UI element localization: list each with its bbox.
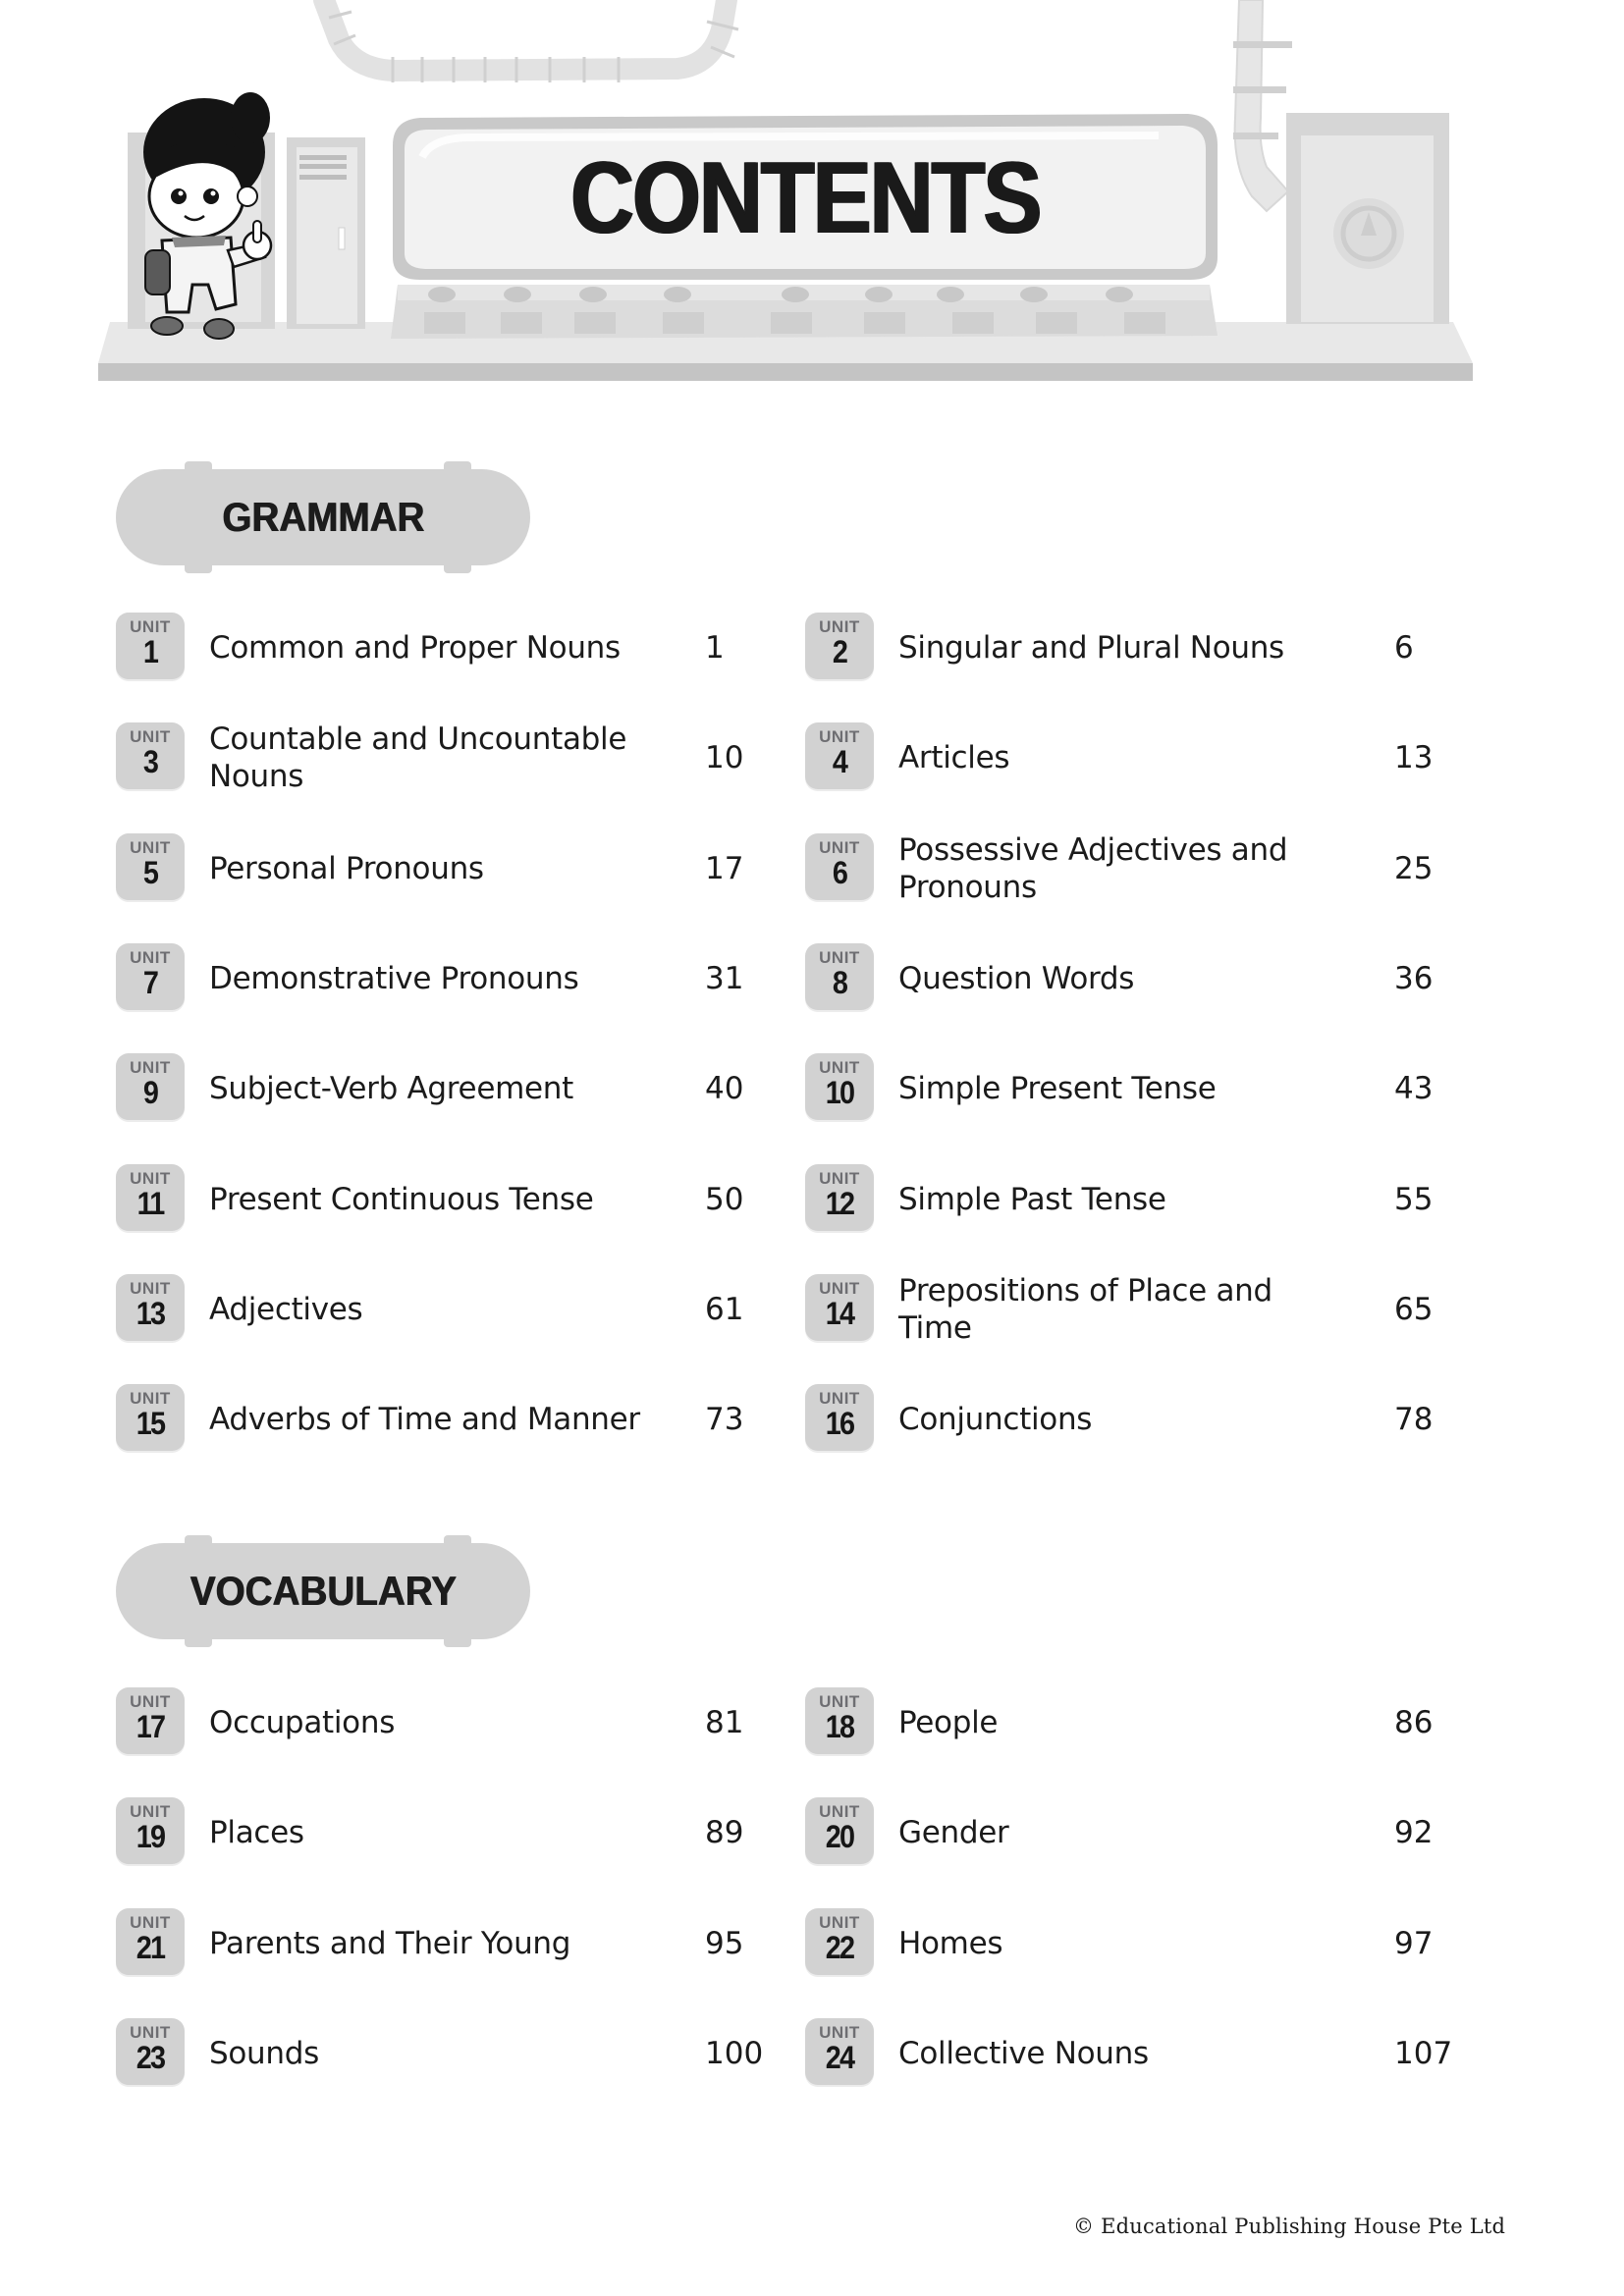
page-number[interactable]: 55 [1394,1181,1434,1217]
unit-title[interactable]: Simple Past Tense [898,1181,1166,1217]
unit-title[interactable]: Gender [898,1815,1009,1851]
unit-title[interactable]: Parents and Their Young [209,1925,571,1961]
unit-number: 8 [832,964,847,1000]
unit-label: UNIT [130,2022,171,2042]
unit-badge [116,1797,185,1864]
unit-title[interactable]: Adjectives [209,1291,363,1327]
unit-badge [805,2018,874,2085]
unit-number: 3 [142,744,158,780]
toc-entry-unit-4[interactable] [805,722,1434,793]
unit-title[interactable]: Conjunctions [898,1402,1093,1438]
unit-badge [116,833,185,900]
toc-entry-unit-23[interactable] [116,2018,764,2089]
toc-entry-unit-2[interactable] [805,613,1434,683]
unit-number: 2 [832,634,847,669]
page-number[interactable]: 89 [705,1815,744,1851]
page-number[interactable]: 31 [705,960,744,996]
header-illustration [0,0,1624,412]
unit-label: UNIT [819,1692,860,1711]
unit-title[interactable]: Subject-Verb Agreement [209,1071,573,1107]
unit-label: UNIT [130,837,171,857]
unit-label: UNIT [130,1692,171,1711]
unit-badge [805,1274,874,1341]
unit-label: UNIT [130,1058,171,1078]
toc-entry-unit-20[interactable] [805,1797,1434,1868]
unit-badge [805,1164,874,1231]
unit-number: 17 [135,1709,165,1744]
page-number[interactable]: 95 [705,1925,744,1961]
toc-entry-unit-17[interactable] [116,1687,744,1758]
unit-title[interactable]: Occupations [209,1705,396,1740]
unit-title[interactable]: Demonstrative Pronouns [209,960,579,996]
unit-label: UNIT [819,1058,860,1078]
unit-title[interactable]: Collective Nouns [898,2035,1149,2071]
page-number[interactable]: 81 [705,1705,744,1740]
unit-title[interactable]: Question Words [898,960,1135,996]
unit-title[interactable]: Singular and Plural Nouns [898,630,1284,666]
page-number[interactable]: 1 [705,630,725,666]
unit-badge [116,943,185,1010]
unit-number: 20 [825,1819,854,1855]
pipe-icon [324,0,727,71]
unit-label: UNIT [819,1278,860,1298]
unit-label: UNIT [819,837,860,857]
unit-badge [805,1908,874,1975]
unit-label: UNIT [819,617,860,636]
unit-badge [805,943,874,1010]
unit-badge [116,1164,185,1231]
unit-title[interactable]: Simple Present Tense [898,1071,1217,1107]
page-number[interactable]: 97 [1394,1925,1434,1961]
unit-title[interactable]: People [898,1705,999,1740]
unit-label: UNIT [819,1802,860,1822]
unit-label: UNIT [130,947,171,967]
unit-number: 12 [825,1185,854,1221]
page-number[interactable]: 107 [1394,2035,1453,2071]
unit-title[interactable]: Common and Proper Nouns [209,630,621,666]
unit-number: 5 [142,854,158,890]
unit-label: UNIT [819,1389,860,1409]
unit-badge [116,1274,185,1341]
section-label: VOCABULARY [189,1568,457,1614]
unit-title[interactable]: Personal Pronouns [209,850,484,886]
unit-number: 1 [142,634,158,669]
toc-entry-unit-3[interactable] [116,722,744,793]
page-number[interactable]: 65 [1394,1291,1434,1327]
unit-badge [116,1687,185,1754]
toc-entry-unit-21[interactable] [116,1908,744,1979]
toc-entry-unit-8[interactable] [805,943,1434,1014]
page-number[interactable]: 78 [1394,1402,1434,1438]
toc-entry-unit-18[interactable] [805,1687,1434,1758]
unit-badge [116,1908,185,1975]
page-number[interactable]: 25 [1394,850,1434,886]
unit-badge [116,2018,185,2085]
toc-entry-unit-15[interactable] [116,1384,744,1455]
unit-title[interactable]: Adverbs of Time and Manner [209,1402,640,1438]
toc-entry-unit-11[interactable] [116,1164,744,1235]
unit-number: 7 [142,964,158,1000]
unit-label: UNIT [130,1912,171,1932]
toc-entry-unit-19[interactable] [116,1797,744,1868]
unit-label: UNIT [819,727,860,747]
unit-number: 13 [135,1295,165,1331]
unit-badge [805,613,874,679]
unit-badge [116,1053,185,1120]
unit-title[interactable]: Countable and Uncountable Nouns [209,721,627,795]
unit-label: UNIT [130,727,171,747]
unit-badge [805,833,874,900]
unit-label: UNIT [819,1168,860,1188]
unit-label: UNIT [130,1802,171,1822]
unit-label: UNIT [819,1912,860,1932]
unit-number: 19 [135,1819,165,1855]
unit-badge [805,1797,874,1864]
unit-title[interactable]: Places [209,1815,304,1851]
page-number[interactable]: 92 [1394,1815,1434,1851]
section-label: GRAMMAR [221,494,425,540]
unit-number: 16 [825,1406,854,1442]
unit-label: UNIT [130,1389,171,1409]
toc-entry-unit-1[interactable] [116,613,744,683]
unit-badge [805,1687,874,1754]
unit-number: 6 [832,854,847,890]
unit-badge [116,722,185,789]
toc-entry-unit-9[interactable] [116,1053,744,1124]
toc-entry-unit-16[interactable] [805,1384,1434,1455]
page-number[interactable]: 86 [1394,1705,1434,1740]
unit-number: 22 [825,1929,854,1965]
unit-number: 4 [832,744,847,780]
unit-title[interactable]: Homes [898,1925,1003,1961]
page-title: CONTENTS [569,141,1041,255]
unit-number: 15 [135,1406,165,1442]
toc-entry-unit-22[interactable] [805,1908,1434,1979]
page-number[interactable]: 17 [705,850,744,886]
unit-number: 10 [825,1075,854,1111]
toc-entry-unit-6[interactable] [805,833,1434,904]
page-number[interactable]: 40 [705,1071,744,1107]
page-number[interactable]: 13 [1394,740,1434,776]
toc-entry-unit-13[interactable] [116,1274,744,1345]
unit-number: 9 [142,1075,158,1111]
page-number[interactable]: 100 [705,2035,764,2071]
unit-label: UNIT [819,947,860,967]
section-header-vocabulary [116,1543,530,1639]
unit-title[interactable]: Articles [898,740,1010,776]
unit-title[interactable]: Possessive Adjectives and Pronouns [898,831,1288,905]
copyright-footer: © Educational Publishing House Pte Ltd [1073,2215,1506,2238]
unit-number: 23 [135,2039,165,2075]
unit-number: 18 [825,1709,854,1744]
unit-title[interactable]: Present Continuous Tense [209,1181,594,1217]
toc-entry-unit-5[interactable] [116,833,744,904]
toc-entry-unit-7[interactable] [116,943,744,1014]
unit-title[interactable]: Sounds [209,2035,319,2071]
unit-number: 11 [136,1185,164,1221]
toc-entry-unit-12[interactable] [805,1164,1434,1235]
page-number[interactable]: 61 [705,1291,744,1327]
unit-title[interactable]: Prepositions of Place and Time [898,1272,1272,1346]
page-number[interactable]: 73 [705,1402,744,1438]
unit-badge [116,613,185,679]
unit-badge [805,722,874,789]
unit-number: 14 [825,1295,854,1331]
unit-number: 21 [135,1929,165,1965]
cabinet-icon [1286,113,1449,324]
toc-entry-unit-14[interactable] [805,1274,1434,1345]
pipe-right-icon [1233,0,1292,211]
unit-label: UNIT [130,1278,171,1298]
page-number[interactable]: 43 [1394,1071,1434,1107]
unit-label: UNIT [130,617,171,636]
unit-label: UNIT [130,1168,171,1188]
unit-label: UNIT [819,2022,860,2042]
unit-badge [805,1053,874,1120]
toc-entry-unit-10[interactable] [805,1053,1434,1124]
unit-badge [116,1384,185,1451]
unit-number: 24 [825,2039,854,2075]
unit-badge [805,1384,874,1451]
page-number[interactable]: 10 [705,740,744,776]
page-number[interactable]: 36 [1394,960,1434,996]
section-header-grammar [116,469,530,565]
toc-entry-unit-24[interactable] [805,2018,1453,2089]
page-number[interactable]: 6 [1394,630,1414,666]
page-number[interactable]: 50 [705,1181,744,1217]
control-console-icon [391,285,1218,339]
